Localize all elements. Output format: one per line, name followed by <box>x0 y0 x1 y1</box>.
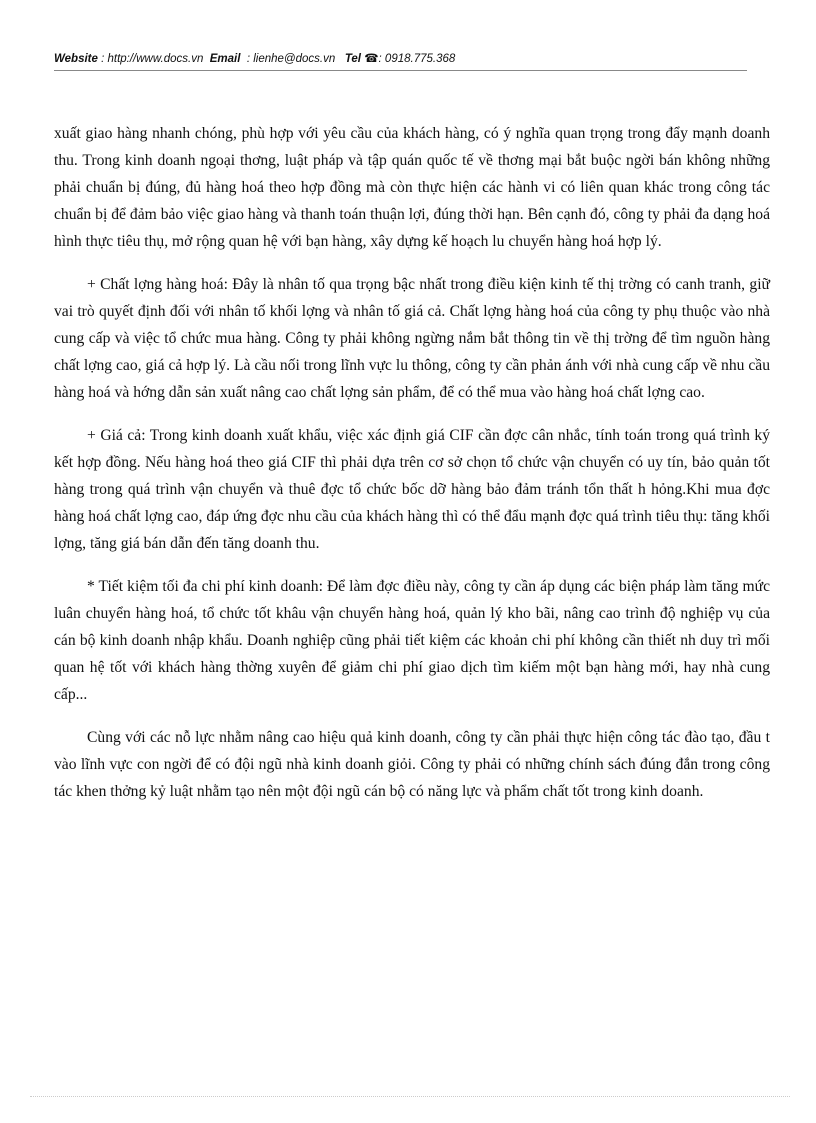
email-link[interactable]: : lienhe@docs.vn <box>246 53 336 65</box>
document-body <box>54 120 770 821</box>
paragraph-1: xuất giao hàng nhanh chóng, phù hợp với yêu cầu của khách hàng, có ý nghĩa quan trọng trong đẩy mạnh doanh thu. Trong kinh doanh ngoại thơng, luật pháp và tập quán quốc tế về thơng mại bắt buộc ngời bán không những phải chuẩn bị đúng, đủ hàng hoá theo hợp đồng mà còn thực hiện các hành vi có liên quan khác trong công tác chuẩn bị để đảm bảo việc giao hàng và thanh toán thuận lợi, đúng thời hạn. Bên cạnh đó, công ty phải đa dạng hoá hình thực tiêu thụ, mở rộng quan hệ với bạn hàng, xây dựng kế hoạch lu chuyển hàng hoá hợp lý. <box>54 125 770 250</box>
website-label: Website <box>54 53 98 65</box>
email-label: Email <box>209 53 241 65</box>
paragraph-3: + Giá cả: Trong kinh doanh xuất khẩu, việc xác định giá CIF cần đợc cân nhắc, tính toán trong quá trình ký kết hợp đồng. Nếu hàng hoá theo giá CIF thì phải dựa trên cơ sở chọn tổ chức vận chuyển có uy tín, bảo quản tốt hàng trong quá trình vận chuyển và thuê đợc tổ chức bốc dỡ hàng bảo đảm tránh tổn thất h hỏng.Khi mua đợc hàng hoá chất lợng cao, đáp ứng đợc nhu cầu của khách hàng thì có thể đẩu mạnh đợc quá trình tiêu thụ: tăng khối lợng, tăng giá bán dẫn đến tăng doanh thu. <box>54 427 770 552</box>
tel-value: : 0918.775.368 <box>378 53 456 65</box>
phone-icon: ☎ <box>364 53 379 65</box>
footer-divider <box>30 1096 790 1097</box>
tel-label: Tel <box>344 53 362 65</box>
header-divider <box>54 70 747 71</box>
page-header <box>54 51 747 65</box>
paragraph-4: * Tiết kiệm tối đa chi phí kinh doanh: Để làm đợc điều này, công ty cần áp dụng các biện pháp làm tăng mức luân chuyển hàng hoá, tổ chức tốt khâu vận chuyển hàng hoá, quản lý kho bãi, nâng cao trình độ nghiệp vụ của cán bộ kinh doanh nhập khẩu. Doanh nghiệp cũng phải tiết kiệm các khoản chi phí không cần thiết nh duy trì mối quan hệ tốt với khách hàng thờng xuyên để giảm chi phí giao dịch tìm kiếm một bạn hàng mới, hay nhà cung cấp... <box>54 578 770 703</box>
website-link[interactable]: : http://www.docs.vn <box>101 53 204 65</box>
paragraph-5: Cùng với các nỗ lực nhằm nâng cao hiệu quả kinh doanh, công ty cần phải thực hiện công tác đào tạo, đầu t vào lĩnh vực con ngời để có đội ngũ nhà kinh doanh giỏi. Công ty phải có những chính sách đúng đắn trong công tác khen thởng kỷ luật nhằm tạo nên một đội ngũ cán bộ có năng lực và phẩm chất tốt trong kinh doanh. <box>54 729 770 800</box>
paragraph-2: + Chất lợng hàng hoá: Đây là nhân tố qua trọng bậc nhất trong điều kiện kinh tế thị trờng có canh tranh, giữ vai trò quyết định đối với nhân tố khối lợng và nhân tố giá cả. Chất lợng hàng hoá của công ty phụ thuộc vào nhà cung cấp và việc tổ chức mua hàng. Công ty phải không ngừng nắm bắt thông tin về thị trờng để tìm nguồn hàng chất lợng cao, giá cả hợp lý. Là cầu nối trong lĩnh vực lu thông, công ty cần phản ánh với nhà cung cấp về nhu cầu hàng hoá và hớng dẫn sản xuất nâng cao chất lợng sản phẩm, để có thể mua vào hàng hoá chất lợng cao. <box>54 276 770 401</box>
